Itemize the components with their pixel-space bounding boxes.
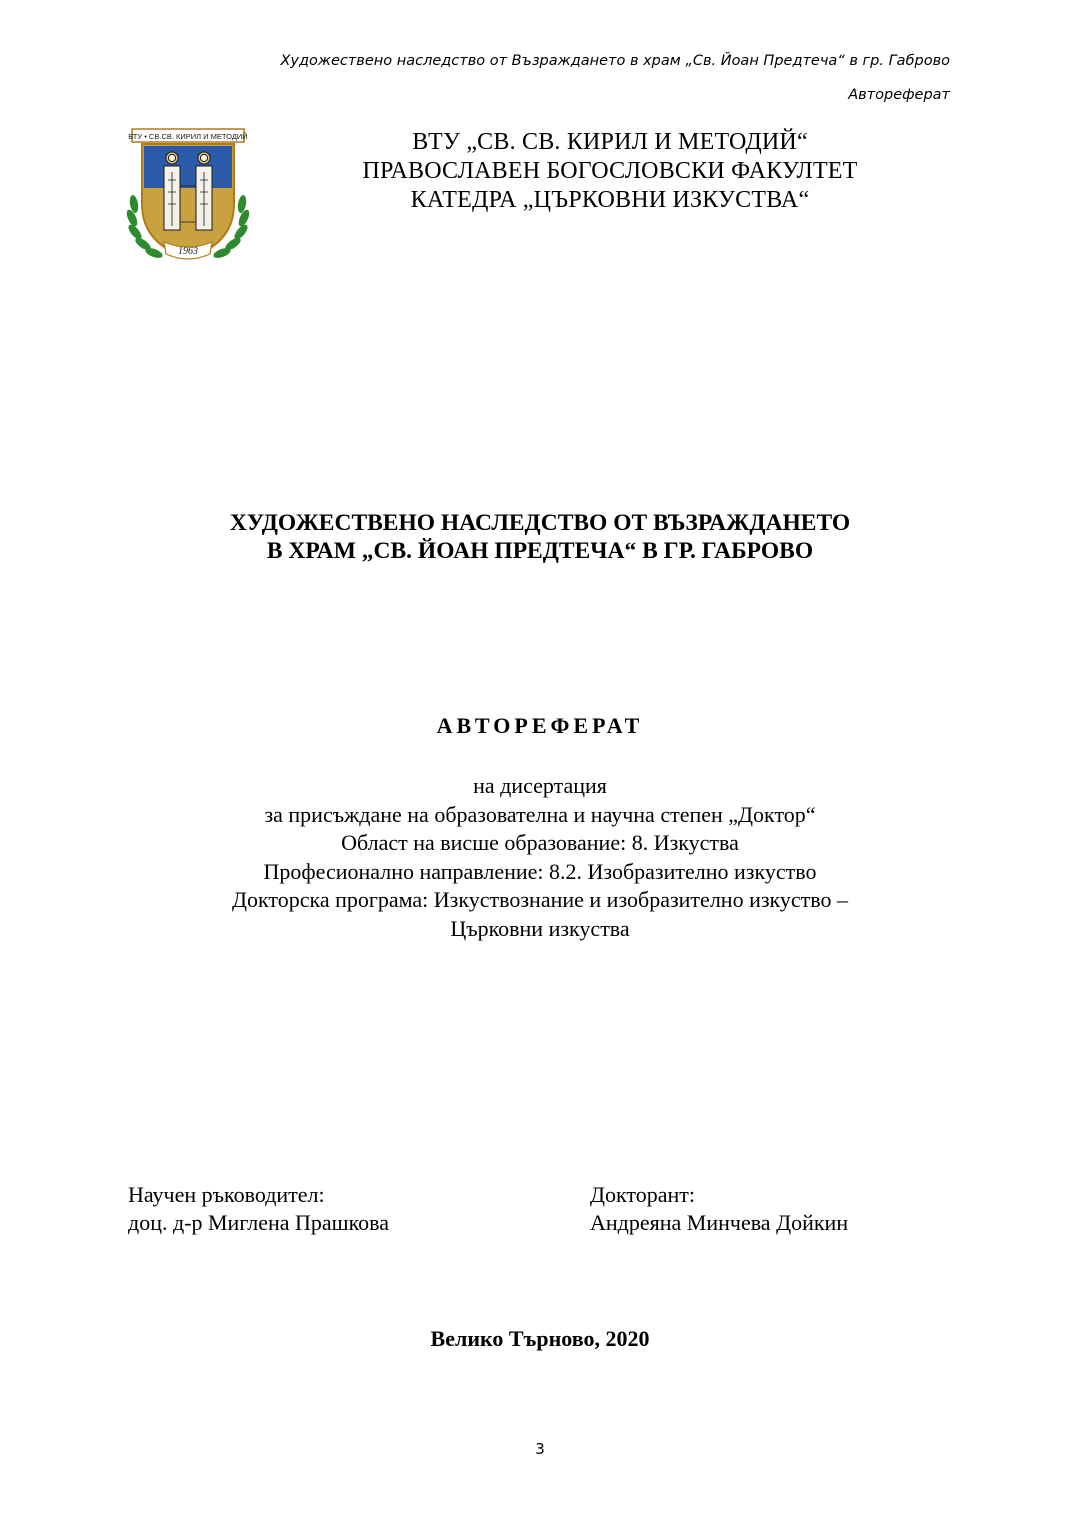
- supervisor-block: [128, 1181, 389, 1237]
- candidate-label: Докторант:: [590, 1182, 695, 1207]
- institution-university: ВТУ „СВ. СВ. КИРИЛ И МЕТОДИЙ“: [412, 129, 808, 155]
- description-line-6: Църковни изкуства: [450, 915, 630, 941]
- institution-faculty: ПРАВОСЛАВЕН БОГОСЛОВСКИ ФАКУЛТЕТ: [362, 158, 858, 184]
- description-line-4: Професионално направление: 8.2. Изобразително изкуство: [263, 858, 817, 884]
- description-line-2: за присъждане на образователна и научна степен „Доктор“: [264, 801, 816, 827]
- description-line-1: на дисертация: [473, 773, 607, 798]
- candidate-name: Андреяна Минчева Дойкин: [590, 1210, 849, 1235]
- title-line-1: ХУДОЖЕСТВЕНО НАСЛЕДСТВО ОТ ВЪЗРАЖДАНЕТО: [229, 510, 851, 536]
- supervisor-label: Научен ръководител:: [128, 1182, 325, 1207]
- page-number: 3: [535, 1440, 545, 1458]
- supervisor-name: доц. д-р Миглена Прашкова: [128, 1210, 390, 1235]
- university-crest-icon: [124, 126, 252, 268]
- description-line-3: Област на висше образование: 8. Изкуства: [341, 830, 739, 855]
- institution-department: КАТЕДРА „ЦЪРКОВНИ ИЗКУСТВА“: [410, 187, 810, 213]
- dissertation-title: [100, 509, 980, 565]
- crest-year: 1963: [178, 246, 198, 257]
- candidate-block: [590, 1181, 848, 1237]
- running-header-subtitle: Автореферат: [848, 87, 950, 103]
- dissertation-description: [100, 772, 980, 943]
- crest-motto: ВТУ • СВ.СВ. КИРИЛ И МЕТОДИЙ: [128, 132, 248, 141]
- place-and-year: Велико Търново, 2020: [430, 1326, 650, 1351]
- description-line-5: Докторска програма: Изкуствознание и изобразително изкуство –: [231, 887, 849, 912]
- running-header-title: Художествено наследство от Възраждането в храм „Св. Йоан Предтеча“ в гр. Габрово: [280, 53, 950, 69]
- document-type-heading: АВТОРЕФЕРАТ: [436, 713, 644, 738]
- institution-block: [300, 128, 920, 215]
- title-line-2: В ХРАМ „СВ. ЙОАН ПРЕДТЕЧА“ В ГР. ГАБРОВО: [266, 538, 814, 564]
